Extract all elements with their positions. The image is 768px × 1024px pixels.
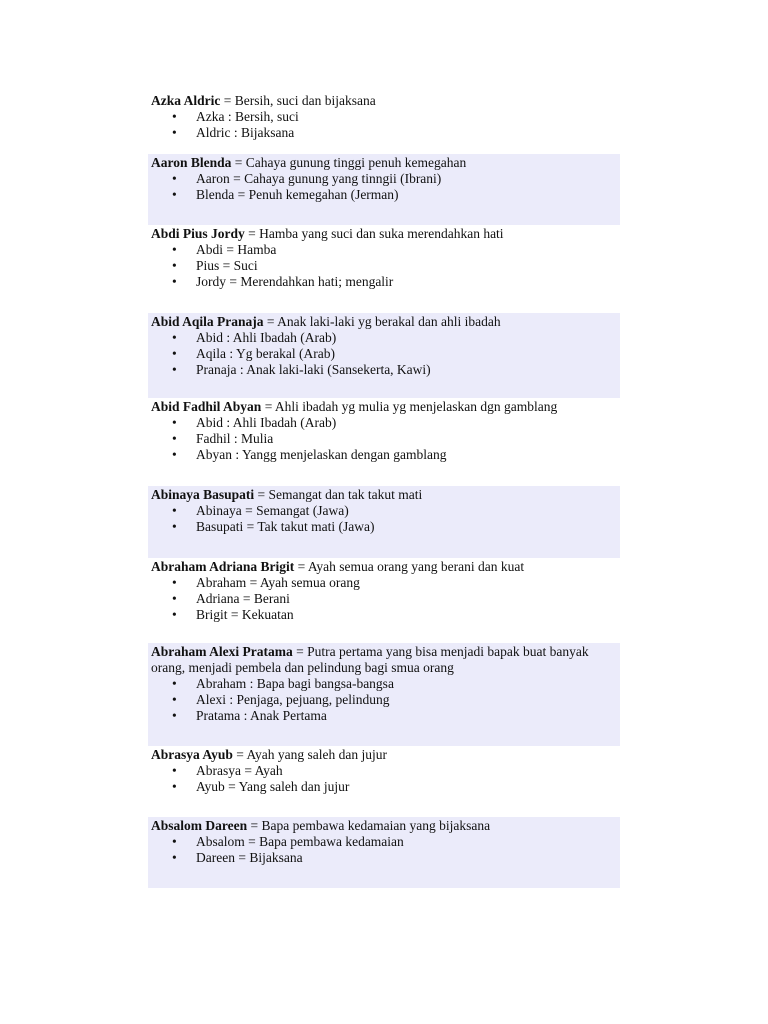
name-entry <box>148 486 620 558</box>
bullet-icon: • <box>172 503 177 518</box>
list-item <box>172 258 617 274</box>
entry-parts-list <box>151 109 617 141</box>
bullet-icon: • <box>172 708 177 723</box>
list-item <box>172 447 617 463</box>
list-item <box>172 850 617 866</box>
list-item <box>172 692 617 708</box>
list-item-text: Basupati = Tak takut mati (Jawa) <box>196 519 375 534</box>
list-item-text: Azka : Bersih, suci <box>196 109 299 124</box>
entry-name: Aaron Blenda <box>151 155 232 170</box>
list-item-text: Dareen = Bijaksana <box>196 850 303 865</box>
bullet-icon: • <box>172 431 177 446</box>
entry-name: Abraham Alexi Pratama <box>151 644 293 659</box>
list-item <box>172 171 617 187</box>
list-item-text: Abrasya = Ayah <box>196 763 283 778</box>
bullet-icon: • <box>172 109 177 124</box>
entry-heading <box>151 487 617 503</box>
list-item <box>172 415 617 431</box>
list-item-text: Blenda = Penuh kemegahan (Jerman) <box>196 187 399 202</box>
list-item <box>172 242 617 258</box>
entry-name: Abdi Pius Jordy <box>151 226 245 241</box>
entry-parts-list <box>151 242 617 290</box>
list-item <box>172 109 617 125</box>
list-item-text: Pranaja : Anak laki-laki (Sansekerta, Kawi) <box>196 362 431 377</box>
entry-parts-list <box>151 415 617 463</box>
list-item <box>172 274 617 290</box>
bullet-icon: • <box>172 187 177 202</box>
bullet-icon: • <box>172 692 177 707</box>
entry-name: Absalom Dareen <box>151 818 248 833</box>
bullet-icon: • <box>172 447 177 462</box>
name-entry <box>148 398 620 486</box>
entry-name: Abinaya Basupati <box>151 487 255 502</box>
bullet-icon: • <box>172 330 177 345</box>
entry-heading <box>151 399 617 415</box>
list-item <box>172 834 617 850</box>
entry-meaning: = Semangat dan tak takut mati <box>254 487 423 502</box>
name-entry <box>148 746 620 817</box>
name-entry <box>148 558 620 643</box>
list-item-text: Pratama : Anak Pertama <box>196 708 327 723</box>
bullet-icon: • <box>172 258 177 273</box>
entry-meaning: = Putra pertama yang bisa menjadi bapak buat banyak orang, menjadi pembela dan pelindung bagi smua orang <box>151 644 589 675</box>
entry-heading <box>151 559 617 575</box>
name-entry <box>148 817 620 888</box>
entry-heading <box>151 93 617 109</box>
entry-heading <box>151 747 617 763</box>
entry-parts-list <box>151 575 617 623</box>
entry-name: Abrasya Ayub <box>151 747 233 762</box>
list-item-text: Abinaya = Semangat (Jawa) <box>196 503 349 518</box>
list-item-text: Abid : Ahli Ibadah (Arab) <box>196 330 337 345</box>
bullet-icon: • <box>172 171 177 186</box>
bullet-icon: • <box>172 779 177 794</box>
bullet-icon: • <box>172 519 177 534</box>
name-entry <box>148 154 620 225</box>
list-item-text: Ayub = Yang saleh dan jujur <box>196 779 350 794</box>
entry-parts-list <box>151 330 617 378</box>
bullet-icon: • <box>172 575 177 590</box>
list-item <box>172 503 617 519</box>
document-body <box>148 92 620 888</box>
entry-meaning: = Cahaya gunung tinggi penuh kemegahan <box>231 155 467 170</box>
bullet-icon: • <box>172 763 177 778</box>
bullet-icon: • <box>172 274 177 289</box>
list-item <box>172 708 617 724</box>
list-item-text: Jordy = Merendahkan hati; mengalir <box>196 274 394 289</box>
entry-heading <box>151 155 617 171</box>
list-item <box>172 676 617 692</box>
entry-name: Abid Fadhil Abyan <box>151 399 262 414</box>
bullet-icon: • <box>172 850 177 865</box>
list-item-text: Abraham = Ayah semua orang <box>196 575 360 590</box>
name-entry <box>148 92 620 154</box>
bullet-icon: • <box>172 242 177 257</box>
entry-parts-list <box>151 676 617 724</box>
entry-meaning: = Anak laki-laki yg berakal dan ahli ibadah <box>263 314 501 329</box>
list-item <box>172 431 617 447</box>
bullet-icon: • <box>172 362 177 377</box>
bullet-icon: • <box>172 125 177 140</box>
list-item <box>172 575 617 591</box>
bullet-icon: • <box>172 591 177 606</box>
list-item-text: Abdi = Hamba <box>196 242 277 257</box>
entry-heading <box>151 226 617 242</box>
entry-parts-list <box>151 171 617 203</box>
list-item <box>172 591 617 607</box>
entry-meaning: = Bersih, suci dan bijaksana <box>220 93 376 108</box>
list-item <box>172 607 617 623</box>
bullet-icon: • <box>172 346 177 361</box>
list-item-text: Abid : Ahli Ibadah (Arab) <box>196 415 337 430</box>
list-item <box>172 362 617 378</box>
list-item-text: Adriana = Berani <box>196 591 290 606</box>
entry-parts-list <box>151 763 617 795</box>
entry-meaning: = Ayah semua orang yang berani dan kuat <box>294 559 525 574</box>
entry-parts-list <box>151 834 617 866</box>
entry-heading <box>151 314 617 330</box>
list-item <box>172 519 617 535</box>
entry-meaning: = Bapa pembawa kedamaian yang bijaksana <box>247 818 491 833</box>
bullet-icon: • <box>172 607 177 622</box>
list-item-text: Aqila : Yg berakal (Arab) <box>196 346 335 361</box>
list-item <box>172 330 617 346</box>
entry-name: Abraham Adriana Brigit <box>151 559 295 574</box>
name-entry <box>148 313 620 398</box>
list-item-text: Aldric : Bijaksana <box>196 125 295 140</box>
list-item-text: Alexi : Penjaga, pejuang, pelindung <box>196 692 390 707</box>
list-item <box>172 346 617 362</box>
list-item <box>172 779 617 795</box>
bullet-icon: • <box>172 676 177 691</box>
list-item-text: Pius = Suci <box>196 258 258 273</box>
entry-meaning: = Hamba yang suci dan suka merendahkan hati <box>244 226 504 241</box>
entry-heading <box>151 644 617 676</box>
name-entry <box>148 225 620 313</box>
entry-meaning: = Ahli ibadah yg mulia yg menjelaskan dgn gamblang <box>261 399 558 414</box>
list-item-text: Aaron = Cahaya gunung yang tinngii (Ibrani) <box>196 171 442 186</box>
list-item-text: Absalom = Bapa pembawa kedamaian <box>196 834 404 849</box>
list-item-text: Fadhil : Mulia <box>196 431 274 446</box>
bullet-icon: • <box>172 834 177 849</box>
name-entry <box>148 643 620 746</box>
entry-heading <box>151 818 617 834</box>
list-item <box>172 763 617 779</box>
entry-meaning: = Ayah yang saleh dan jujur <box>232 747 387 762</box>
entry-name: Abid Aqila Pranaja <box>151 314 264 329</box>
list-item <box>172 187 617 203</box>
list-item <box>172 125 617 141</box>
list-item-text: Brigit = Kekuatan <box>196 607 294 622</box>
bullet-icon: • <box>172 415 177 430</box>
entry-parts-list <box>151 503 617 535</box>
entry-name: Azka Aldric <box>151 93 221 108</box>
list-item-text: Abyan : Yangg menjelaskan dengan gamblang <box>196 447 447 462</box>
list-item-text: Abraham : Bapa bagi bangsa-bangsa <box>196 676 394 691</box>
